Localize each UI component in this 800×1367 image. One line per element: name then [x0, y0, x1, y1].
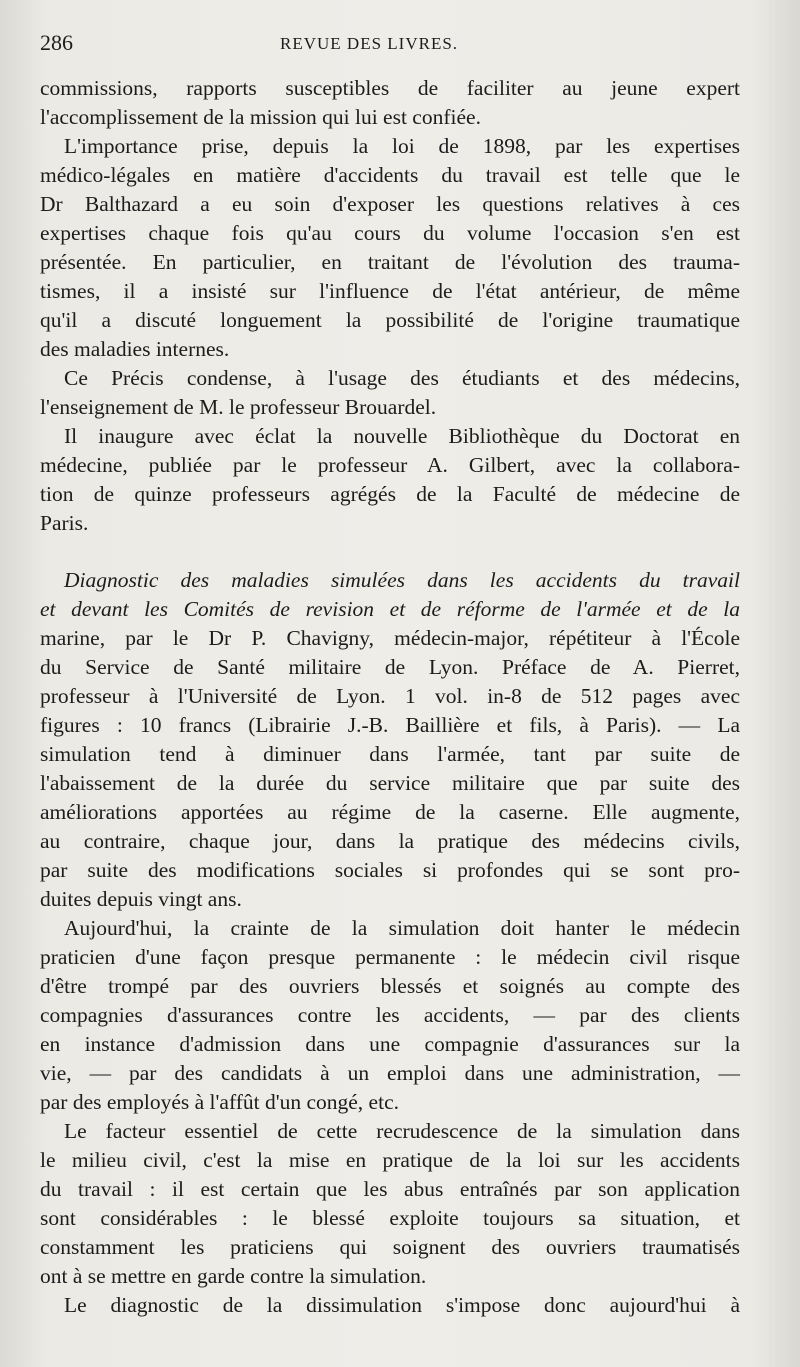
text-line: expertises chaque fois qu'au cours du volume l'occasion s'en est [40, 221, 740, 245]
text-line: médico-légales en matière d'accidents du travail est telle que le [40, 163, 740, 187]
running-title: REVUE DES LIVRES. [280, 34, 459, 53]
text-line: en instance d'admission dans une compagnie d'assurances sur la [40, 1032, 740, 1056]
text-line: praticien d'une façon presque permanente : le médecin civil risque [40, 945, 740, 969]
text-line: Il inaugure avec éclat la nouvelle Bibliothèque du Doctorat en [64, 424, 740, 448]
text-line: L'importance prise, depuis la loi de 1898, par les expertises [64, 134, 740, 158]
text-line: tion de quinze professeurs agrégés de la Faculté de médecine de [40, 482, 740, 506]
review-title-line: et devant les Comités de revision et de réforme de l'armée et de la [40, 597, 740, 621]
text-line: duites depuis vingt ans. [40, 887, 242, 911]
running-head [40, 30, 740, 60]
text-line: médecine, publiée par le professeur A. Gilbert, avec la collabora- [40, 453, 740, 477]
text-line: des maladies internes. [40, 337, 230, 361]
text-line: au contraire, chaque jour, dans la pratique des médecins civils, [40, 829, 740, 853]
text-line: figures : 10 francs (Librairie J.-B. Baillière et fils, à Paris). — La [40, 713, 740, 737]
text-line: tismes, il a insisté sur l'influence de l'état antérieur, de même [40, 279, 740, 303]
text-line: Dr Balthazard a eu soin d'exposer les questions relatives à ces [40, 192, 740, 216]
text-line: sont considérables : le blessé exploite toujours sa situation, et [40, 1206, 740, 1230]
text-line: compagnies d'assurances contre les accidents, — par des clients [40, 1003, 740, 1027]
page-number: 286 [40, 30, 73, 55]
text-line: ont à se mettre en garde contre la simulation. [40, 1264, 427, 1288]
text-line: Le diagnostic de la dissimulation s'impose donc aujourd'hui à [64, 1293, 740, 1317]
text-line: constamment les praticiens qui soignent des ouvriers traumatisés [40, 1235, 740, 1259]
text-line: l'accomplissement de la mission qui lui est confiée. [40, 105, 481, 129]
text-line: du Service de Santé militaire de Lyon. Préface de A. Pierret, [40, 655, 740, 679]
text-line: Paris. [40, 511, 89, 535]
text-line: simulation tend à diminuer dans l'armée, tant par suite de [40, 742, 740, 766]
text-line: marine, par le Dr P. Chavigny, médecin-major, répétiteur à l'École [40, 626, 740, 650]
text-line: qu'il a discuté longuement la possibilité de l'origine traumatique [40, 308, 740, 332]
review-title-line: Diagnostic des maladies simulées dans les accidents du travail [64, 568, 740, 592]
text-line: professeur à l'Université de Lyon. 1 vol. in-8 de 512 pages avec [40, 684, 740, 708]
text-line: commissions, rapports susceptibles de faciliter au jeune expert [40, 76, 740, 100]
text-line: d'être trompé par des ouvriers blessés et soignés au compte des [40, 974, 740, 998]
text-line: améliorations apportées au régime de la caserne. Elle augmente, [40, 800, 740, 824]
text-line: l'abaissement de la durée du service militaire que par suite des [40, 771, 740, 795]
text-line: par suite des modifications sociales si profondes qui se sont pro- [40, 858, 740, 882]
text-line: présentée. En particulier, en traitant de l'évolution des trauma- [40, 250, 740, 274]
text-line: vie, — par des candidats à un emploi dans une administration, — [40, 1061, 740, 1085]
text-line: Le facteur essentiel de cette recrudescence de la simulation dans [64, 1119, 740, 1143]
text-line: Ce Précis condense, à l'usage des étudiants et des médecins, [64, 366, 740, 390]
text-line: par des employés à l'affût d'un congé, etc. [40, 1090, 399, 1114]
body-text [40, 74, 740, 1320]
text-line: Aujourd'hui, la crainte de la simulation doit hanter le médecin [64, 916, 740, 940]
text-line: le milieu civil, c'est la mise en pratique de la loi sur les accidents [40, 1148, 740, 1172]
text-line: l'enseignement de M. le professeur Brouardel. [40, 395, 437, 419]
text-line: du travail : il est certain que les abus entraînés par son application [40, 1177, 740, 1201]
paragraph-gap [40, 538, 740, 566]
